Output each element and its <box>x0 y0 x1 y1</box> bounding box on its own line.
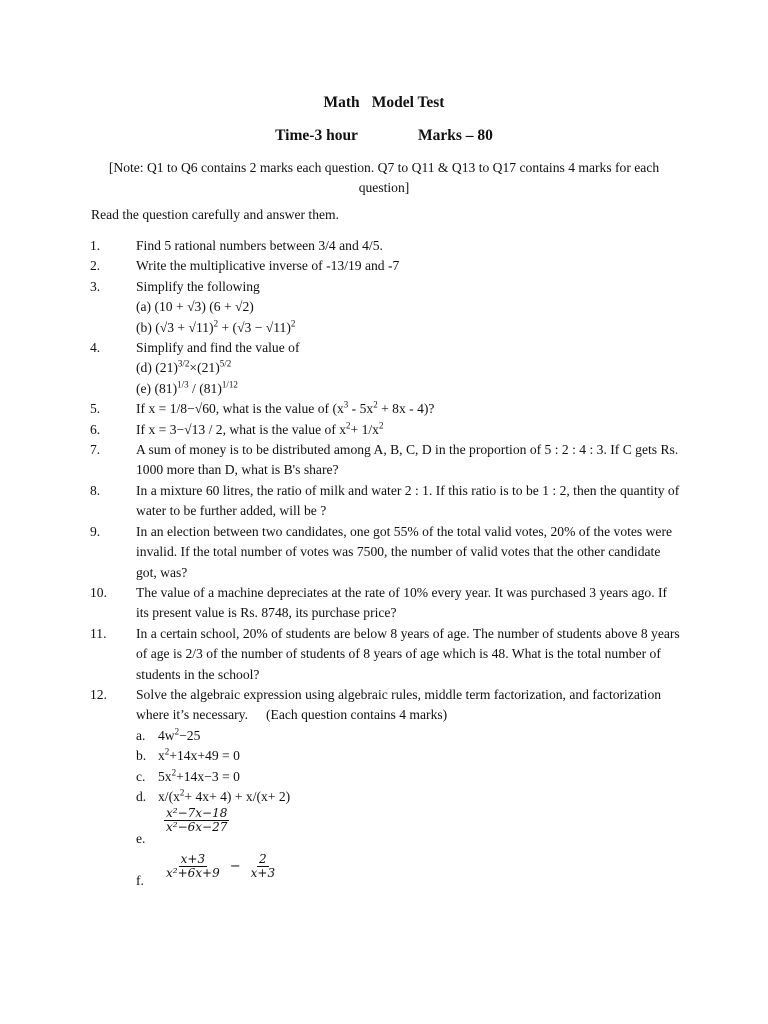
question-text: Find 5 rational numbers between 3/4 and 4/5. <box>136 238 383 253</box>
part-expression: $x^2+14x+49 = 0$ <box>158 746 240 764</box>
marks-note: [Note: Q1 to Q6 contains 2 marks each question. Q7 to Q11 & Q13 to Q17 contains 4 marks for each question] <box>108 160 660 195</box>
title-right: Model Test <box>371 94 445 111</box>
question-10 <box>0 583 681 624</box>
question-3 <box>0 277 681 338</box>
subpart-a: (a) (10 + √3) (6 + √2) <box>136 299 254 315</box>
question-5 <box>0 399 681 419</box>
question-number: 4. <box>90 340 101 356</box>
instruction-text: Read the question carefully and answer them. <box>91 207 339 222</box>
question-text: Simplify and find the value of <box>136 340 300 356</box>
question-7 <box>0 440 681 481</box>
question-number: 7. <box>90 442 101 458</box>
question-marks-note: (Each question contains 4 marks) <box>265 707 448 723</box>
part-expression: $4w^2-25$ <box>158 726 201 743</box>
part-label: b. <box>136 748 147 764</box>
question-text: Simplify the following <box>136 278 260 294</box>
question-number: 3. <box>90 278 101 294</box>
question-number: 8. <box>90 482 101 498</box>
marks-label: Marks – 80 <box>417 127 493 144</box>
part-expression: $x/(x^2+ 4x+ 4) + x/(x+ 2)$ <box>158 787 291 804</box>
question-6 <box>0 420 681 440</box>
part-label: f. <box>136 873 144 889</box>
part-f <box>136 849 681 891</box>
question-number: 2. <box>90 258 101 274</box>
question-11 <box>0 624 681 685</box>
question-text: In a certain school, 20% of students are below 8 years of age. The number of students above 8 years of age is 2/3 of the number of students of 8 years of age which is 48. What is the total number of students in the school? <box>136 625 680 682</box>
question-2 <box>0 256 681 276</box>
fraction-expression: $\frac{\text{x²−7x−18}}{\text{x²−6x−27}}$ <box>166 806 228 835</box>
question-9 <box>0 522 681 583</box>
question-text: Solve the algebraic expression using algebraic rules, middle term factorization, and factorization where it’s necessary. <box>136 686 662 723</box>
question-1 <box>0 236 681 256</box>
question-4 <box>0 338 681 399</box>
part-expression: $5x^2+14x-3 = 0$ <box>158 767 240 784</box>
question-text: If x = 1/8−√60, what is the value of $(x^3 - 5x^2 + 8x - 4)$? <box>136 399 435 417</box>
question-number: 11. <box>90 625 107 641</box>
part-label: a. <box>136 727 146 743</box>
part-a <box>136 726 681 746</box>
question-number: 5. <box>90 401 101 417</box>
time-label: Time-3 hour <box>275 127 358 144</box>
part-label: d. <box>136 788 147 804</box>
title-left: Math <box>323 94 360 111</box>
subpart-d: (d) $(21)^{3/2}\times(21)^{5/2}$ <box>136 358 232 376</box>
question-12 <box>0 685 681 891</box>
question-text: In a mixture 60 litres, the ratio of milk and water 2 : 1. If this ratio is to be 1 : 2, then the quantity of water to be further added, will be ? <box>136 482 680 519</box>
question-text: Write the multiplicative inverse of -13/19 and -7 <box>136 258 400 274</box>
subpart-list <box>136 726 681 892</box>
subpart-e: (e) $(81)^{1/3} / (81)^{1/12}$ <box>136 379 238 396</box>
part-e <box>136 807 681 849</box>
page-title <box>0 94 768 112</box>
question-8 <box>0 481 681 522</box>
question-number: 12. <box>90 686 107 702</box>
subpart-b: (b) $(√3 + √11)^2 + (√3 - √11)^2$ <box>136 318 296 335</box>
question-number: 10. <box>90 584 107 600</box>
question-number: 9. <box>90 523 101 539</box>
question-number: 6. <box>90 421 101 437</box>
part-label: e. <box>136 831 146 847</box>
exam-info <box>0 127 768 145</box>
part-b <box>136 746 681 766</box>
part-label: c. <box>136 768 146 784</box>
part-d <box>136 787 681 807</box>
question-number: 1. <box>90 238 101 253</box>
question-text: In an election between two candidates, one got 55% of the total valid votes, 20% of the votes were invalid. If the total number of votes was 7500, the number of valid votes that the other candidate got, was? <box>136 523 673 580</box>
question-text: If x = 3−√13 / 2, what is the value of $x^2+ 1/x^2$ <box>136 420 384 437</box>
question-text: The value of a machine depreciates at the rate of 10% every year. It was purchased 3 years ago. If its present value is Rs. 8748, its purchase price? <box>136 584 668 621</box>
part-c <box>136 767 681 787</box>
question-list <box>0 236 768 891</box>
fraction-expression: $\frac{x+3}{\text{x²+6x+9}}$ − $\frac{2}{x+3}$ <box>166 852 276 881</box>
question-text: A sum of money is to be distributed among A, B, C, D in the proportion of 5 : 2 : 4 : 3. If C gets Rs. 1000 more than D, what is B's share? <box>136 442 679 478</box>
